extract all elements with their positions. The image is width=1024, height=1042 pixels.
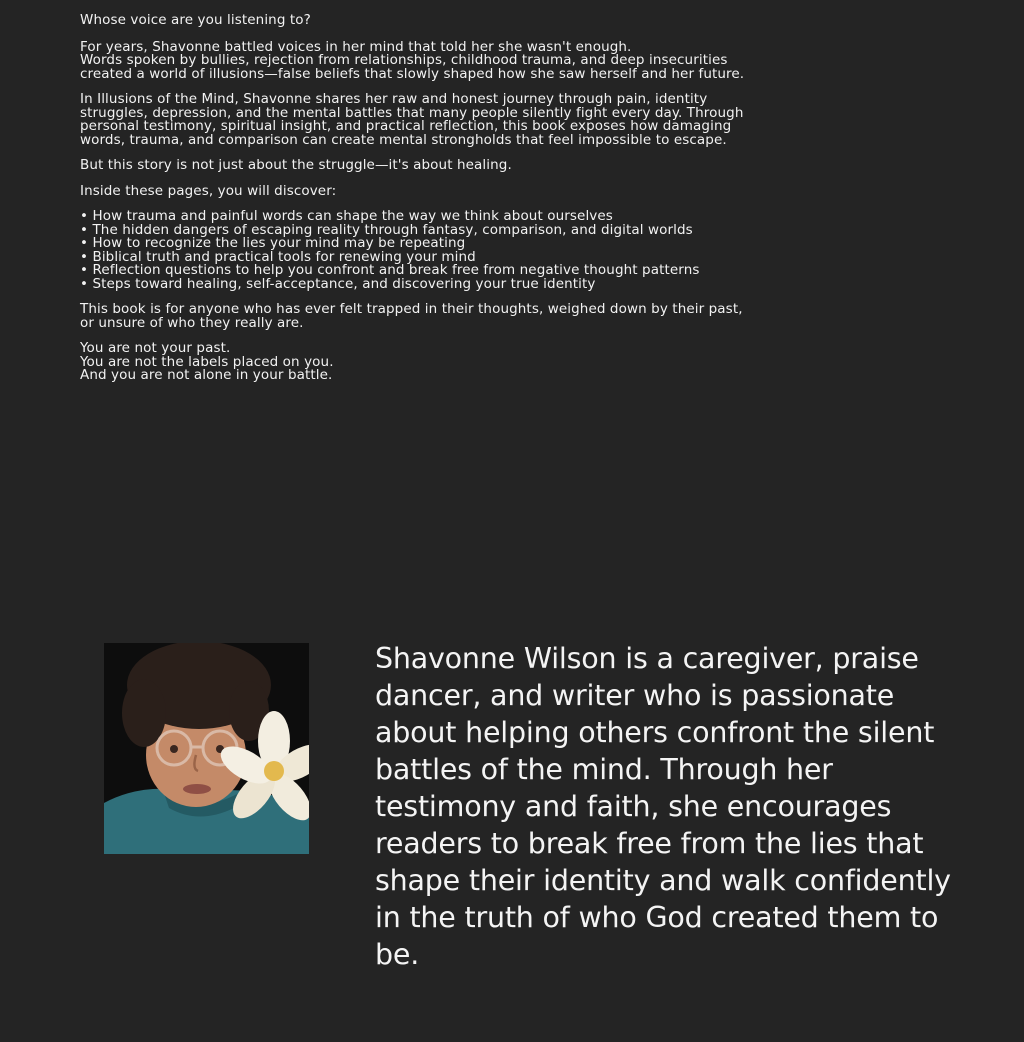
author-bio-text: Shavonne Wilson is a caregiver, praise dancer, and writer who is passionate about helping others confront the silent battles of the mind. Through her testimony and faith, she encourages readers to break free from the lies that shape their identity and walk confidently in the truth of who God created them to be.	[375, 642, 951, 971]
discover-list	[80, 210, 980, 291]
list-item: • How to recognize the lies your mind may be repeating	[80, 235, 466, 251]
author-portrait-illustration	[104, 643, 309, 854]
turn-paragraph: But this story is not just about the struggle—it's about healing.	[80, 157, 512, 173]
intro-paragraph: For years, Shavonne battled voices in her mind that told her she wasn't enough. Words spoken by bullies, rejection from relationships, childhood trauma, and deep insecurities created a world of illusions—false beliefs that slowly shaped how she saw herself and her future.	[80, 38, 745, 82]
audience-paragraph: This book is for anyone who has ever felt trapped in their thoughts, weighed down by their past, or unsure of who they really are.	[80, 301, 743, 331]
list-item: • Biblical truth and practical tools for renewing your mind	[80, 248, 476, 265]
list-item: • How trauma and painful words can shape the way we think about ourselves	[80, 208, 613, 224]
author-photo	[104, 643, 309, 854]
list-item: • Reflection questions to help you confront and break free from negative thought patterns	[80, 262, 700, 278]
list-item: • The hidden dangers of escaping reality through fantasy, comparison, and digital worlds	[80, 221, 693, 238]
closing-paragraph: You are not your past. You are not the labels placed on you. And you are not alone in your battle.	[80, 340, 334, 383]
author-bio	[375, 640, 975, 973]
book-description	[80, 14, 980, 395]
list-intro: Inside these pages, you will discover:	[80, 182, 337, 199]
hook-question: Whose voice are you listening to?	[80, 12, 311, 28]
description-paragraph: In Illusions of the Mind, Shavonne shares her raw and honest journey through pain, identity struggles, depression, and the mental battles that many people silently fight every day. Through personal testimony, spiritual insight, and practical reflection, this book exposes how damaging words, trauma, and comparison can create mental strongholds that feel impossible to escape.	[80, 91, 744, 148]
list-item: • Steps toward healing, self-acceptance, and discovering your true identity	[80, 275, 596, 292]
